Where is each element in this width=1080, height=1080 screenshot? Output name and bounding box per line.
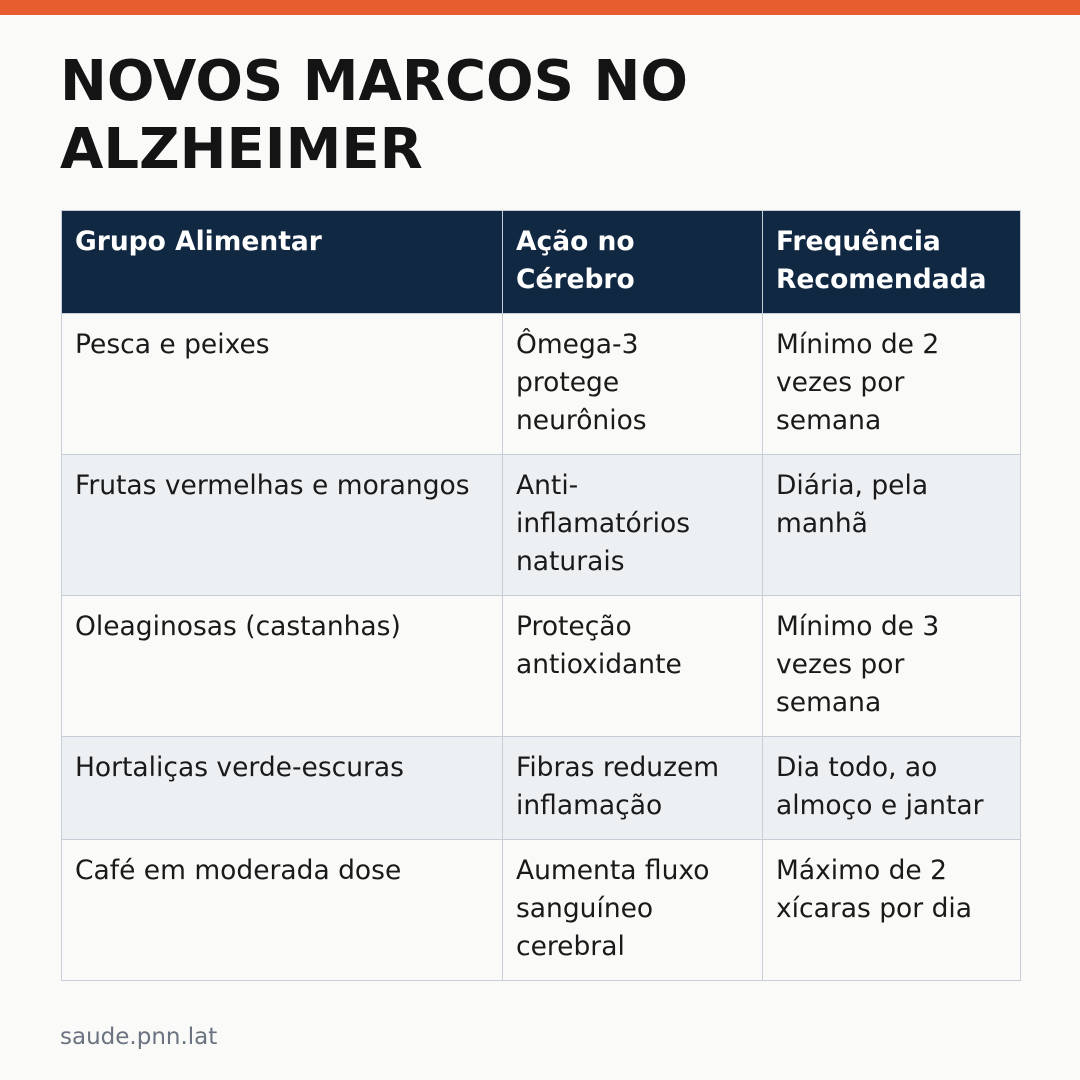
food-table: [61, 210, 1021, 981]
cell-brain-action: Proteção antioxidante: [503, 596, 763, 737]
cell-food-group: Frutas vermelhas e morangos: [62, 455, 503, 596]
cell-frequency: Máximo de 2 xícaras por dia: [763, 840, 1021, 981]
page-title: NOVOS MARCOS NO ALZHEIMER: [60, 49, 688, 182]
cell-brain-action: Aumenta fluxo sanguíneo cerebral: [503, 840, 763, 981]
cell-food-group: Café em moderada dose: [62, 840, 503, 981]
cell-brain-action: Anti-inflamatórios naturais: [503, 455, 763, 596]
table-row: [62, 737, 1021, 840]
header-food-group: Grupo Alimentar: [62, 211, 503, 314]
cell-frequency: Mínimo de 3 vezes por semana: [763, 596, 1021, 737]
footer-source: saude.pnn.lat: [60, 1024, 218, 1050]
accent-bar: [0, 0, 1080, 15]
table-row: [62, 314, 1021, 455]
header-brain-action: Ação no Cérebro: [503, 211, 763, 314]
cell-frequency: Diária, pela manhã: [763, 455, 1021, 596]
cell-brain-action: Ômega-3 protege neurônios: [503, 314, 763, 455]
cell-food-group: Hortaliças verde-escuras: [62, 737, 503, 840]
cell-food-group: Pesca e peixes: [62, 314, 503, 455]
cell-food-group: Oleaginosas (castanhas): [62, 596, 503, 737]
table-row: [62, 455, 1021, 596]
header-frequency: Frequência Recomendada: [763, 211, 1021, 314]
table-row: [62, 596, 1021, 737]
cell-brain-action: Fibras reduzem inflamação: [503, 737, 763, 840]
cell-frequency: Mínimo de 2 vezes por semana: [763, 314, 1021, 455]
cell-frequency: Dia todo, ao almoço e jantar: [763, 737, 1021, 840]
table-header-row: [62, 211, 1021, 314]
table-row: [62, 840, 1021, 981]
